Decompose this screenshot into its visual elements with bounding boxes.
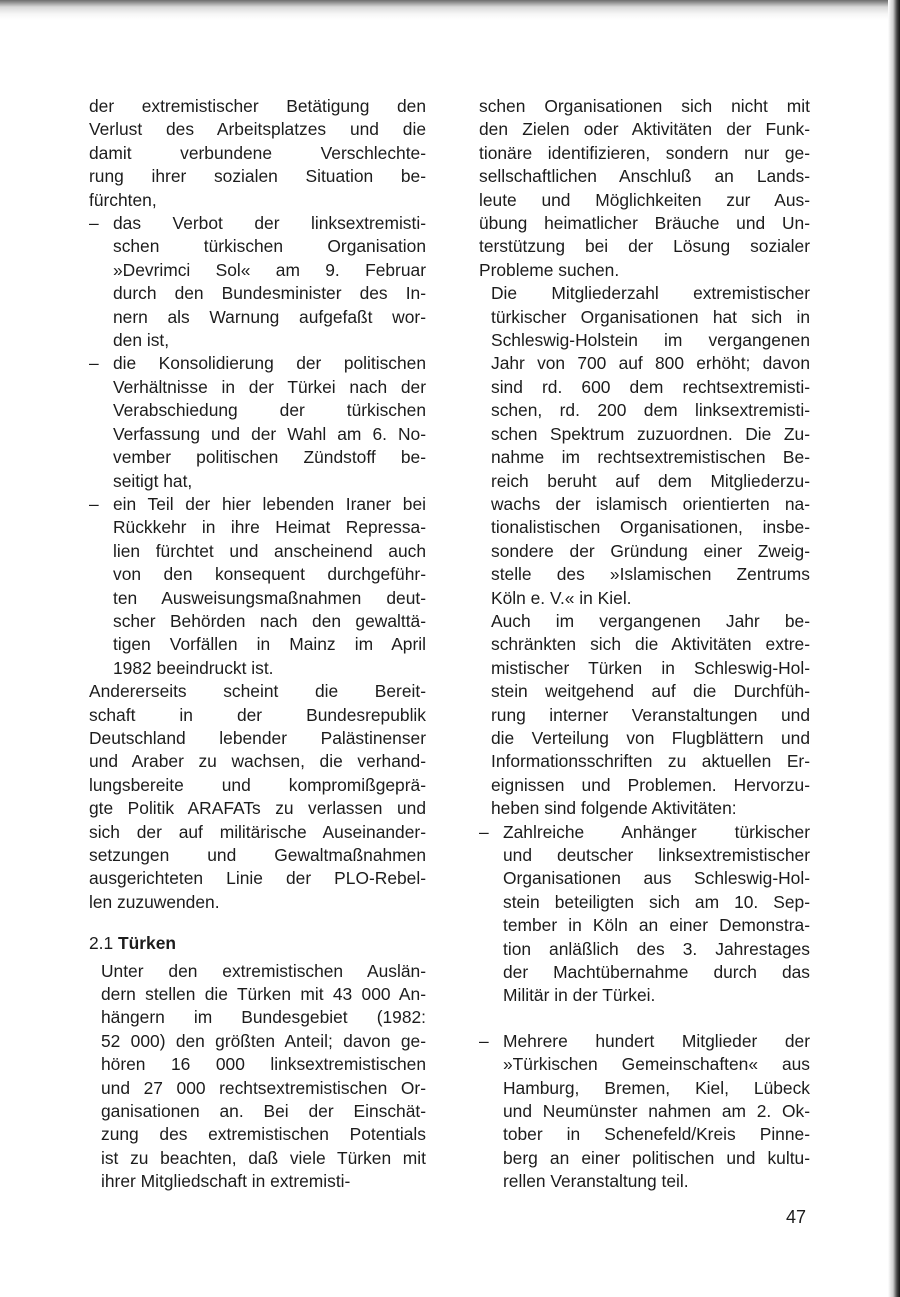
text-line: Verabschiedung der türkischen (113, 400, 426, 421)
text-line: scher Behörden nach den gewalttä- (113, 610, 426, 631)
text-line: türkischer Organisationen hat sich in (491, 306, 810, 327)
text-line: den ist, (113, 330, 170, 351)
text-line: den Zielen oder Aktivitäten der Funk- (479, 119, 810, 140)
text-line: ten Ausweisungsmaßnahmen deut- (113, 587, 426, 608)
text-line: eignissen und Problemen. Hervorzu- (491, 774, 810, 795)
text-line: der Machtübernahme durch das (503, 962, 810, 983)
text-line: Organisationen aus Schleswig-Hol- (503, 868, 810, 889)
right-column (479, 95, 810, 1194)
text-line: 52 000) den größten Anteil; davon ge- (101, 1030, 426, 1051)
paragraph-tuerken (89, 960, 426, 1194)
bullet-text (113, 493, 426, 680)
text-line: hören 16 000 linksextremistischen (101, 1054, 426, 1075)
left-bullet-3 (89, 493, 426, 680)
intro-paragraph (89, 95, 426, 212)
text-line: terstützung bei der Lösung sozialer (479, 236, 810, 257)
text-line: tion anläßlich des 3. Jahrestages (503, 938, 810, 959)
text-line: ist zu beachten, daß viele Türken mit (101, 1147, 426, 1168)
text-line: schen Spektrum zuzuordnen. Die Zu- (491, 423, 810, 444)
text-line: Verlust des Arbeitsplatzes und die (89, 119, 426, 140)
text-line: Mehrere hundert Mitglieder der (503, 1030, 810, 1051)
text-line: Informationsschriften zu aktuellen Er- (491, 751, 810, 772)
paragraph-andererseits (89, 680, 426, 914)
text-line: die Verteilung von Flugblättern und (491, 727, 810, 748)
text-line: Deutschland lebender Palästinenser (89, 727, 426, 748)
bullet-dash: – (89, 213, 99, 234)
text-line: Hamburg, Bremen, Kiel, Lübeck (503, 1077, 810, 1098)
left-bullet-1 (89, 212, 426, 352)
text-line: vember politischen Zündstoff be- (113, 447, 426, 468)
text-line: der extremistischer Betätigung den (89, 96, 426, 116)
text-line: dern stellen die Türken mit 43 000 An- (101, 984, 426, 1005)
text-line: damit verbundene Verschlechte- (89, 142, 426, 163)
bullet-dash: – (479, 821, 489, 842)
text-line: »Devrimci Sol« am 9. Februar (113, 259, 426, 280)
text-line: sondere der Gründung einer Zweig- (491, 540, 810, 561)
bullet-dash: – (89, 493, 99, 514)
text-line: tigen Vorfällen in Mainz im April (113, 634, 426, 655)
text-line: heben sind folgende Aktivitäten: (491, 798, 737, 819)
bullet-text (113, 352, 426, 492)
section-heading (89, 932, 426, 955)
bullet-dash: – (89, 353, 99, 374)
bullet-text (503, 821, 810, 1008)
text-line: schen, rd. 200 dem linksextremisti- (491, 400, 810, 421)
text-line: rellen Veranstaltung teil. (503, 1171, 689, 1192)
left-bullet-2 (89, 352, 426, 492)
text-line: sellschaftlichen Anschluß an Lands- (479, 166, 810, 187)
text-line: Zahlreiche Anhänger türkischer (503, 821, 810, 842)
text-line: len zuzuwenden. (89, 891, 220, 912)
text-line: Jahr von 700 auf 800 erhöht; davon (491, 353, 810, 374)
scan-right-edge (888, 0, 900, 1297)
text-line: durch den Bundesminister des In- (113, 283, 426, 304)
text-line: ihrer Mitgliedschaft in extremisti- (101, 1171, 351, 1192)
text-line: sind rd. 600 dem rechtsextremisti- (491, 376, 810, 397)
text-line: tober in Schenefeld/Kreis Pinne- (503, 1124, 810, 1145)
text-line: Köln e. V.« in Kiel. (491, 587, 632, 608)
text-line: tionalistischen Organisationen, insbe- (491, 517, 810, 538)
paragraph-continued (479, 95, 810, 282)
text-line: schen türkischen Organisation (113, 236, 426, 257)
text-line: Die Mitgliederzahl extremistischer (491, 283, 810, 304)
text-line: nahme im rechtsextremistischen Be- (491, 447, 810, 468)
text-line: Andererseits scheint die Bereit- (89, 681, 426, 702)
text-line: ganisationen an. Bei der Einschät- (101, 1101, 426, 1122)
text-line: und 27 000 rechtsextremistischen Or- (101, 1077, 426, 1098)
text-line: lungsbereite und kompromißgeprä- (89, 774, 426, 795)
text-line: leute und Möglichkeiten zur Aus- (479, 189, 810, 210)
paragraph-mitglieder (479, 282, 810, 610)
text-line: Auch im vergangenen Jahr be- (491, 610, 810, 631)
text-line: stelle des »Islamischen Zentrums (491, 564, 810, 585)
text-line: »Türkischen Gemeinschaften« aus (503, 1054, 810, 1075)
text-line: von den konsequent durchgeführ- (113, 564, 426, 585)
text-line: rung interner Veranstaltungen und (491, 704, 810, 725)
text-line: Verhältnisse in der Türkei nach der (113, 376, 426, 397)
right-bullet-2 (479, 1030, 810, 1194)
text-line: 1982 beeindruckt ist. (113, 657, 274, 678)
text-line: lien fürchtet und anscheinend auch (113, 540, 426, 561)
text-line: Unter den extremistischen Auslän- (101, 960, 426, 981)
bullet-text (503, 1030, 810, 1194)
text-line: nern als Warnung aufgefaßt wor- (113, 306, 426, 327)
bullet-text (113, 212, 426, 352)
text-line: das Verbot der linksextremisti- (113, 213, 426, 234)
section-title: Türken (118, 933, 177, 954)
text-line: Schleswig-Holstein im vergangenen (491, 330, 810, 351)
text-line: rung ihrer sozialen Situation be- (89, 166, 426, 187)
text-line: Probleme suchen. (479, 259, 620, 280)
text-line: mistischer Türken in Schleswig-Hol- (491, 657, 810, 678)
text-line: und Neumünster nahmen am 2. Ok- (503, 1101, 810, 1122)
text-line: und deutscher linksextremistischer (503, 845, 810, 865)
text-line: übung heimatlicher Bräuche und Un- (479, 213, 810, 234)
section-number: 2.1 (89, 933, 114, 954)
text-line: die Konsolidierung der politischen (113, 353, 426, 374)
text-line: reich beruht auf dem Mitgliederzu- (491, 470, 810, 491)
text-line: seitigt hat, (113, 470, 193, 491)
text-line: gte Politik ARAFATs zu verlassen und (89, 798, 426, 819)
text-line: zung des extremistischen Potentials (101, 1124, 426, 1145)
text-line: schaft in der Bundesrepublik (89, 704, 426, 725)
text-line: tember in Köln an einer Demonstra- (503, 915, 810, 936)
paragraph-aktivitaeten (479, 610, 810, 821)
page-number: 47 (786, 1207, 807, 1227)
text-line: fürchten, (89, 189, 157, 210)
text-line: und Araber zu wachsen, die verhand- (89, 751, 426, 772)
text-line: hängern im Bundesgebiet (1982: (101, 1007, 426, 1028)
text-line: wachs der islamisch orientierten na- (491, 493, 810, 514)
scan-top-edge (0, 0, 900, 20)
text-line: ausgerichteten Linie der PLO-Rebel- (89, 868, 426, 889)
text-line: tionäre identifizieren, sondern nur ge- (479, 142, 810, 163)
text-line: stein weitgehend auf die Durchfüh- (491, 681, 810, 702)
bullet-dash: – (479, 1030, 489, 1051)
text-line: berg an einer politischen und kultu- (503, 1147, 810, 1168)
text-line: schen Organisationen sich nicht mit (479, 96, 810, 116)
right-bullet-1 (479, 821, 810, 1008)
text-line: schränkten sich die Aktivitäten extre- (491, 634, 810, 655)
text-line: Verfassung und der Wahl am 6. No- (113, 423, 426, 444)
text-line: setzungen und Gewaltmaßnahmen (89, 845, 426, 865)
bullet-gap (479, 1008, 810, 1030)
text-line: Rückkehr in ihre Heimat Repressa- (113, 517, 426, 538)
text-line: stein beteiligten sich am 10. Sep- (503, 891, 810, 912)
text-line: ein Teil der hier lebenden Iraner bei (113, 493, 426, 514)
text-line: Militär in der Türkei. (503, 985, 656, 1006)
left-column (89, 95, 426, 1194)
text-line: sich der auf militärische Auseinander- (89, 821, 426, 842)
